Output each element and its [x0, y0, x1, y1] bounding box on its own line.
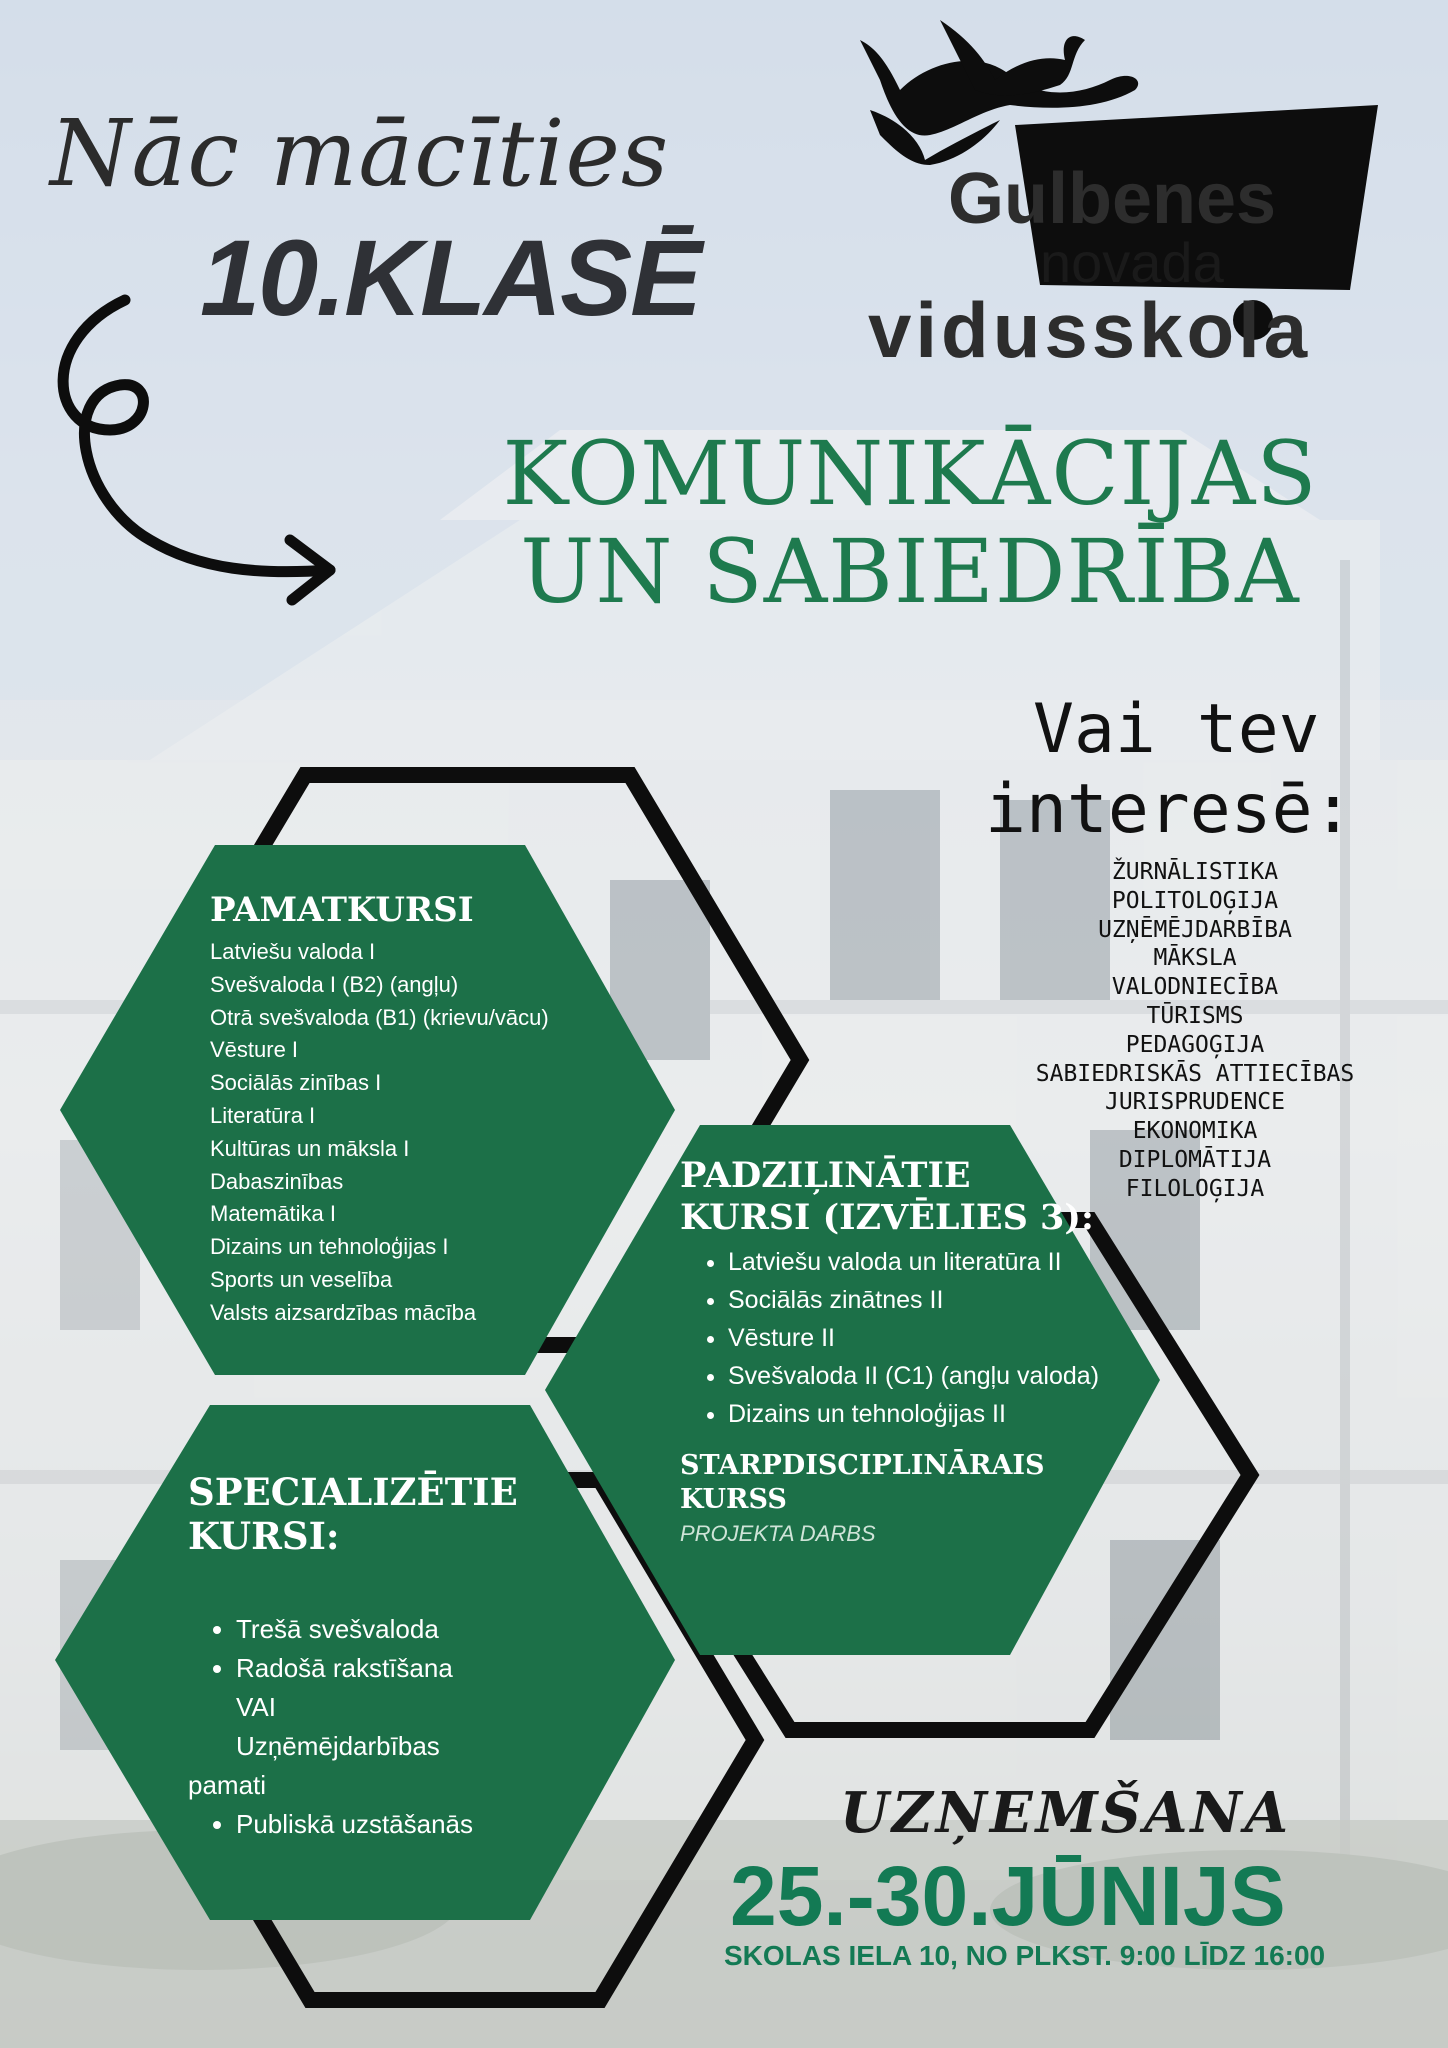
admission-dates: 25.-30.JŪNIJS	[730, 1849, 1286, 1943]
basic-course-item: Kultūras un māksla I	[210, 1135, 410, 1161]
basic-courses-block	[210, 890, 650, 1330]
advanced-courses-title	[680, 1155, 1100, 1239]
project-label: PROJEKTA DARBS	[680, 1521, 876, 1546]
specialized-courses-block	[188, 1470, 608, 1844]
interests-title-line1: Vai tev	[1033, 690, 1320, 769]
basic-course-item: Literatūra I	[210, 1102, 316, 1128]
interest-item: PEDAGOĢIJA	[1125, 1031, 1265, 1058]
specialized-item-1: • Trešā svešvaloda	[236, 1610, 608, 1649]
basic-course-item: Matemātika I	[210, 1201, 336, 1227]
advanced-course-item: • Vēsture II	[728, 1319, 1100, 1357]
interest-item: MĀKSLA	[1153, 945, 1237, 972]
advanced-course-item: • Dizains un tehnoloģijas II	[728, 1395, 1100, 1433]
basic-course-item: Vēsture I	[210, 1037, 299, 1063]
basic-courses-title: PAMATKURSI	[210, 890, 474, 930]
interest-item: POLITOLOĢIJA	[1111, 887, 1279, 914]
specialized-item-2-alt2: pamati	[188, 1770, 267, 1800]
advanced-course-item: • Svešvaloda II (C1) (angļu valoda)	[728, 1357, 1100, 1395]
specialized-item-2-or: VAI	[236, 1692, 276, 1722]
basic-course-item: Latviešu valoda I	[210, 939, 376, 964]
specialized-courses-title	[188, 1470, 608, 1558]
basic-course-item: Dabaszinības	[210, 1168, 344, 1194]
interest-item: FILOLOĢIJA	[1125, 1175, 1265, 1202]
interdisciplinary-title	[680, 1449, 1100, 1517]
interest-item: DIPLOMĀTIJA	[1118, 1146, 1272, 1173]
interest-item: SABIEDRISKĀS ATTIECĪBAS	[1035, 1060, 1355, 1087]
interest-item: JURISPRUDENCE	[1104, 1089, 1285, 1116]
class-title: 10.KLASĒ	[200, 217, 701, 338]
logo-line-gulbenes: Gulbenes	[948, 159, 1277, 239]
program-title	[390, 422, 1430, 623]
interdisciplinary-title-line1: STARPDISCIPLINĀRAIS	[680, 1450, 1045, 1481]
advanced-courses-list	[680, 1243, 1100, 1433]
advanced-course-item: • Latviešu valoda un literatūra II	[728, 1243, 1100, 1281]
basic-course-item: Valsts aizsardzības mācība	[210, 1299, 477, 1325]
interest-item: ŽURNĀLISTIKA	[1111, 859, 1279, 885]
advanced-course-item: • Sociālās zinātnes II	[728, 1281, 1100, 1319]
specialized-item-2-alt1: Uzņēmējdarbības	[236, 1731, 440, 1761]
basic-course-item: Otrā svešvaloda (B1) (krievu/vācu)	[210, 1004, 549, 1030]
interdisciplinary-title-line2: KURSS	[680, 1484, 787, 1515]
advanced-courses-title-line2: KURSI (IZVĒLIES 3):	[680, 1197, 1094, 1238]
logo-line-vidusskola: vidusskola	[868, 286, 1312, 374]
basic-course-item: Sports un veselība	[210, 1266, 393, 1292]
specialized-courses-title-line1: SPECIALIZĒTIE	[188, 1470, 518, 1514]
interests-title-line2: interesē:	[985, 770, 1354, 849]
advanced-courses-title-line1: PADZIĻINĀTIE	[680, 1155, 971, 1196]
advanced-courses-block	[680, 1155, 1100, 1547]
script-title: Nāc mācīties	[50, 100, 670, 207]
basic-course-item: Dizains un tehnoloģijas I	[210, 1234, 449, 1260]
specialized-courses-title-line2: KURSI:	[188, 1514, 340, 1558]
interests-list	[1000, 858, 1390, 1204]
program-title-line1: KOMUNIKĀCIJAS	[502, 422, 1318, 525]
basic-course-item: Sociālās zinības I	[210, 1070, 382, 1096]
program-title-line2: UN SABIEDRĪBA	[520, 520, 1300, 623]
specialized-item-2: • Radošā rakstīšana	[236, 1649, 608, 1688]
interest-item: EKONOMIKA	[1132, 1118, 1258, 1145]
logo-line-novada: novada	[1040, 231, 1224, 294]
admission-details: SKOLAS IELA 10, NO PLKST. 9:00 LĪDZ 16:00	[724, 1940, 1326, 1971]
basic-courses-list	[210, 936, 650, 1330]
specialized-courses-list	[188, 1610, 608, 1688]
interest-item: UZŅĒMĒJDARBĪBA	[1098, 916, 1292, 943]
specialized-item-3: • Publiskā uzstāšanās	[236, 1805, 608, 1844]
interest-item: TŪRISMS	[1146, 1002, 1244, 1029]
specialized-courses-list-cont	[188, 1805, 608, 1844]
admission-label: UZŅEMŠANA	[840, 1780, 1292, 1846]
basic-course-item: Svešvaloda I (B2) (angļu)	[210, 971, 459, 997]
interests-title	[985, 690, 1425, 850]
interest-item: VALODNIECĪBA	[1111, 974, 1279, 1001]
